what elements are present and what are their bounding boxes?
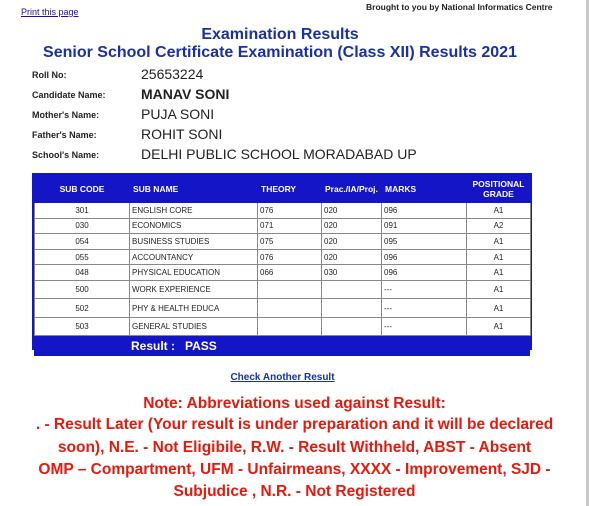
table-header-row <box>35 176 531 203</box>
brought-by-text: Brought to you by National Informatics Centre <box>366 2 553 12</box>
check-another-result-link[interactable]: Check Another Result <box>230 372 335 383</box>
cell-theory: 066 <box>258 265 322 281</box>
cell-sub-name: WORK EXPERIENCE <box>130 280 258 299</box>
roll-number-value: 25653224 <box>141 66 204 82</box>
cell-marks: 095 <box>382 234 467 250</box>
cell-grade: A2 <box>467 218 531 234</box>
candidate-name-label: Candidate Name: <box>32 90 106 100</box>
cell-theory <box>258 280 322 299</box>
cell-sub-code: 502 <box>35 299 130 318</box>
cell-grade: A1 <box>467 234 531 250</box>
mother-name-value: PUJA SONI <box>141 106 215 122</box>
result-bar <box>34 336 530 356</box>
cell-marks: 096 <box>382 203 467 219</box>
header-theory: THEORY <box>258 176 322 203</box>
cell-sub-code: 030 <box>35 218 130 234</box>
roll-number-label: Roll No: <box>32 70 67 80</box>
cell-practical <box>322 280 382 299</box>
cell-sub-name: BUSINESS STUDIES <box>130 234 258 250</box>
cell-practical <box>322 317 382 336</box>
cell-grade: A1 <box>467 317 531 336</box>
father-name-label: Father's Name: <box>32 130 97 140</box>
cell-sub-name: ECONOMICS <box>130 218 258 234</box>
header-sub-code: SUB CODE <box>35 176 130 203</box>
cell-marks: --- <box>382 280 467 299</box>
marks-table <box>32 173 532 354</box>
cell-sub-name: GENERAL STUDIES <box>130 317 258 336</box>
school-name-label: School's Name: <box>32 150 100 160</box>
cell-marks: --- <box>382 317 467 336</box>
header-sub-name: SUB NAME <box>130 176 258 203</box>
cell-sub-code: 503 <box>35 317 130 336</box>
note-line: . - Result Later (Your result is under preparation and it will be declared <box>35 416 554 433</box>
table-row <box>35 203 531 219</box>
cell-marks: 096 <box>382 265 467 281</box>
cell-marks: 096 <box>382 249 467 265</box>
cell-sub-name: ACCOUNTANCY <box>130 249 258 265</box>
school-name-value: DELHI PUBLIC SCHOOL MORADABAD UP <box>141 146 417 162</box>
cell-practical: 020 <box>322 234 382 250</box>
header-positional-grade: POSITIONAL GRADE <box>467 176 531 203</box>
cell-grade: A1 <box>467 203 531 219</box>
table-row <box>35 280 531 299</box>
cell-sub-code: 301 <box>35 203 130 219</box>
father-name-value: ROHIT SONI <box>141 126 223 142</box>
note-line: soon), N.E. - Not Eligibile, R.W. - Result Withheld, ABST - Absent <box>57 439 532 456</box>
table-row <box>35 317 531 336</box>
cell-practical <box>322 299 382 318</box>
cell-sub-code: 054 <box>35 234 130 250</box>
header-marks: MARKS <box>382 176 467 203</box>
cell-sub-name: ENGLISH CORE <box>130 203 258 219</box>
print-page-link[interactable]: Print this page <box>21 7 79 17</box>
cell-marks: --- <box>382 299 467 318</box>
cell-sub-code: 500 <box>35 280 130 299</box>
cell-practical: 030 <box>322 265 382 281</box>
cell-theory: 076 <box>258 249 322 265</box>
table-row <box>35 249 531 265</box>
page-title: Examination Results <box>201 26 359 43</box>
cell-theory <box>258 299 322 318</box>
note-heading: Note: Abbreviations used against Result: <box>143 395 446 412</box>
cell-grade: A1 <box>467 249 531 265</box>
cell-practical: 020 <box>322 249 382 265</box>
table-row <box>35 218 531 234</box>
cell-grade: A1 <box>467 280 531 299</box>
mother-name-label: Mother's Name: <box>32 110 100 120</box>
table-row <box>35 234 531 250</box>
cell-theory: 076 <box>258 203 322 219</box>
cell-theory: 071 <box>258 218 322 234</box>
cell-practical: 020 <box>322 203 382 219</box>
cell-grade: A1 <box>467 299 531 318</box>
cell-grade: A1 <box>467 265 531 281</box>
note-line: OMP – Compartment, UFM - Unfairmeans, XXXX - Improvement, SJD - <box>38 461 551 478</box>
table-row <box>35 265 531 281</box>
cell-theory: 075 <box>258 234 322 250</box>
table-row <box>35 299 531 318</box>
cell-sub-name: PHYSICAL EDUCATION <box>130 265 258 281</box>
cell-sub-code: 055 <box>35 249 130 265</box>
cell-sub-code: 048 <box>35 265 130 281</box>
note-line: Subjudice , N.R. - Not Registered <box>173 483 416 500</box>
header-practical: Prac./IA/Proj. <box>322 176 382 203</box>
result-status: Result : PASS <box>131 339 217 354</box>
cell-marks: 091 <box>382 218 467 234</box>
cell-theory <box>258 317 322 336</box>
cell-practical: 020 <box>322 218 382 234</box>
cell-sub-name: PHY & HEALTH EDUCA <box>130 299 258 318</box>
candidate-name-value: MANAV SONI <box>141 86 230 102</box>
exam-subtitle: Senior School Certificate Examination (Class XII) Results 2021 <box>43 44 517 61</box>
